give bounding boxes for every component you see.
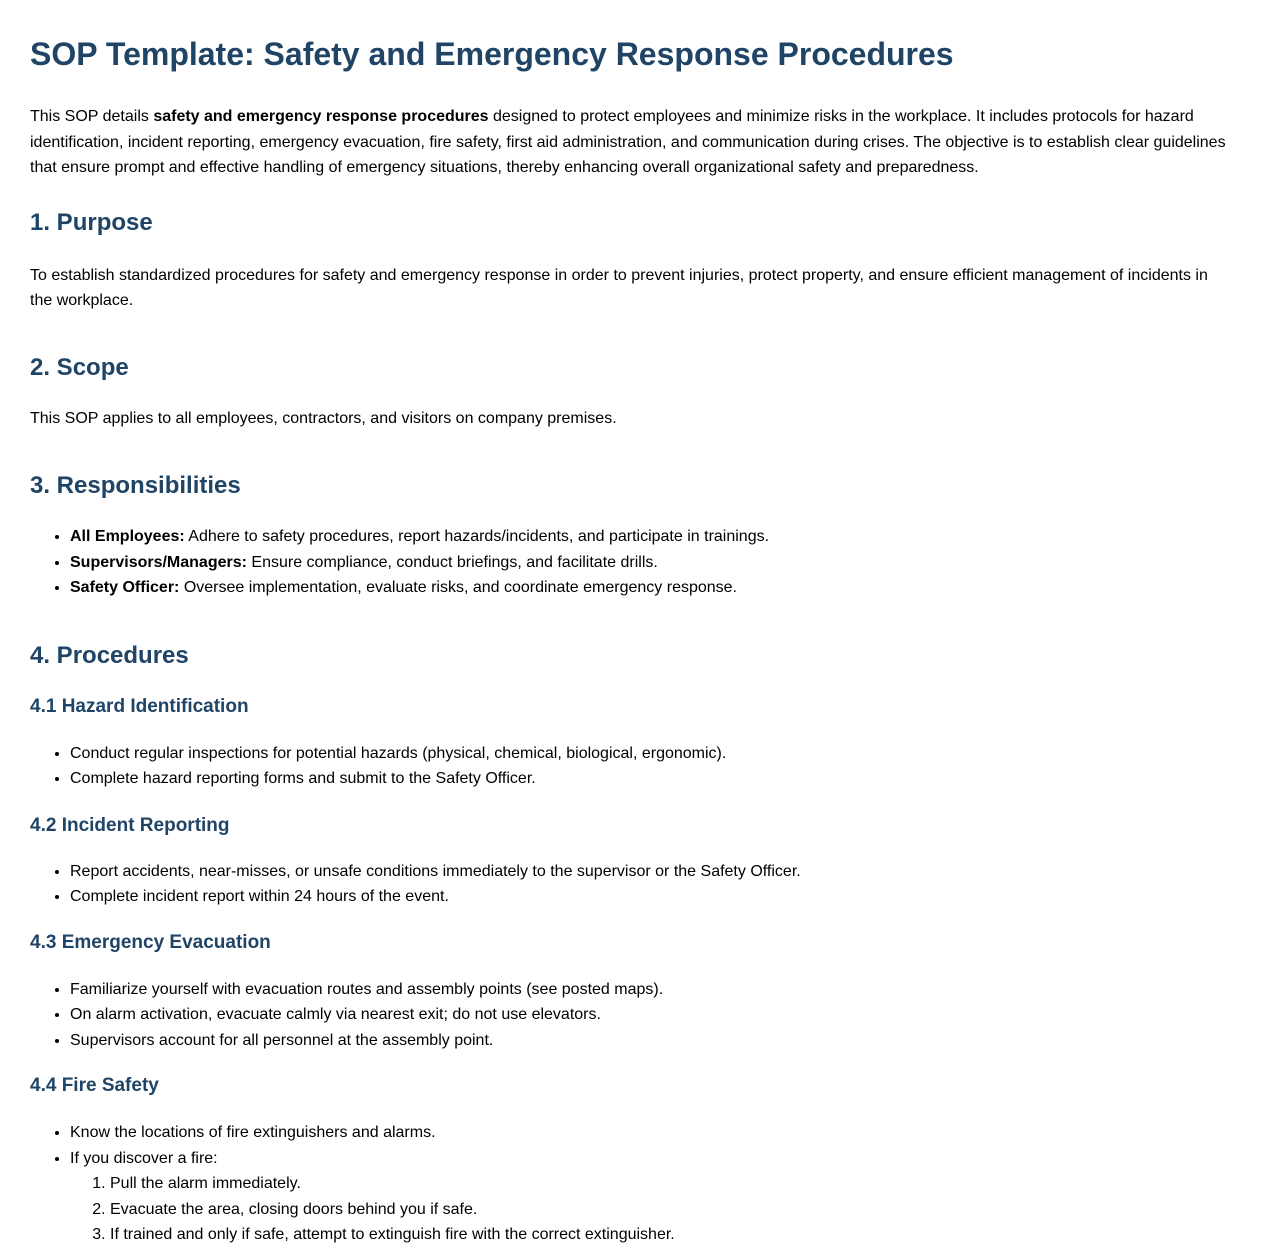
- list-item: [70, 575, 1233, 601]
- role-description: Oversee implementation, evaluate risks, and coordinate emergency response.: [179, 579, 737, 596]
- procedures-heading: 4. Procedures: [30, 641, 189, 669]
- intro-text-start: This SOP details: [30, 108, 154, 125]
- fire-safety-heading: 4.4 Fire Safety: [30, 1075, 159, 1096]
- role-description: Adhere to safety procedures, report hazards/incidents, and participate in trainings.: [184, 528, 770, 545]
- emergency-evacuation-list: [30, 977, 1233, 1054]
- list-item: • Supervisors account for all personnel at the assembly point.: [70, 1028, 1233, 1054]
- step-item: 3. If trained and only if safe, attempt to extinguish fire with the correct extinguisher.: [110, 1222, 1233, 1248]
- incident-reporting-heading: 4.2 Incident Reporting: [30, 814, 230, 836]
- role-label: Safety Officer:: [70, 579, 180, 596]
- role-label: Supervisors/Managers:: [70, 553, 247, 571]
- list-item: [70, 1146, 1233, 1248]
- purpose-text: To establish standardized procedures for safety and emergency response in order to prevent injuries, protect property, and ensure efficient management of incidents in the workplace.: [30, 266, 1208, 309]
- list-item-text: If you discover a fire:: [70, 1149, 218, 1167]
- emergency-evacuation-heading: 4.3 Emergency Evacuation: [30, 931, 271, 953]
- role-label: All Employees:: [70, 528, 185, 545]
- list-item: • Report accidents, near-misses, or unsafe conditions immediately to the supervisor or the Safety Officer.: [70, 859, 1233, 885]
- list-item: • Conduct regular inspections for potential hazards (physical, chemical, biological, ergonomic).: [70, 741, 1233, 767]
- list-item: [70, 550, 1233, 576]
- incident-reporting-list: [30, 859, 1233, 910]
- list-item: [70, 524, 1233, 550]
- role-description: Ensure compliance, conduct briefings, and facilitate drills.: [246, 553, 658, 571]
- intro-paragraph: [30, 104, 1233, 181]
- scope-text: This SOP applies to all employees, contractors, and visitors on company premises.: [30, 409, 617, 427]
- list-item: • Know the locations of fire extinguishers and alarms.: [70, 1120, 1233, 1146]
- responsibilities-list: [30, 524, 1233, 601]
- intro-text-end: designed to protect employees and minimize risks in the workplace. It includes protocols for hazard identification, incident reporting, emergency evacuation, fire safety, first aid administration, and communication during crises. The objective is to establish clear guidelines that ensure prompt and effective handling of emergency situations, thereby enhancing overall organizational safety and preparedness.: [30, 108, 1226, 176]
- fire-safety-list: [30, 1120, 1233, 1248]
- step-item: 2. Evacuate the area, closing doors behind you if safe.: [110, 1197, 1233, 1223]
- responsibilities-heading: 3. Responsibilities: [30, 472, 241, 499]
- list-item: • Familiarize yourself with evacuation routes and assembly points (see posted maps).: [70, 977, 1233, 1003]
- list-item: • On alarm activation, evacuate calmly via nearest exit; do not use elevators.: [70, 1002, 1233, 1028]
- list-item: • Complete incident report within 24 hours of the event.: [70, 884, 1233, 910]
- step-item: 1. Pull the alarm immediately.: [110, 1171, 1233, 1197]
- hazard-identification-list: [30, 741, 1233, 792]
- scope-heading: 2. Scope: [30, 353, 129, 381]
- page-title: SOP Template: Safety and Emergency Response Procedures: [30, 36, 954, 72]
- intro-bold-text: safety and emergency response procedures: [153, 108, 489, 125]
- purpose-heading: 1. Purpose: [30, 208, 153, 236]
- fire-response-steps: [70, 1171, 1233, 1248]
- hazard-identification-heading: 4.1 Hazard Identification: [30, 695, 249, 717]
- list-item: • Complete hazard reporting forms and submit to the Safety Officer.: [70, 766, 1233, 792]
